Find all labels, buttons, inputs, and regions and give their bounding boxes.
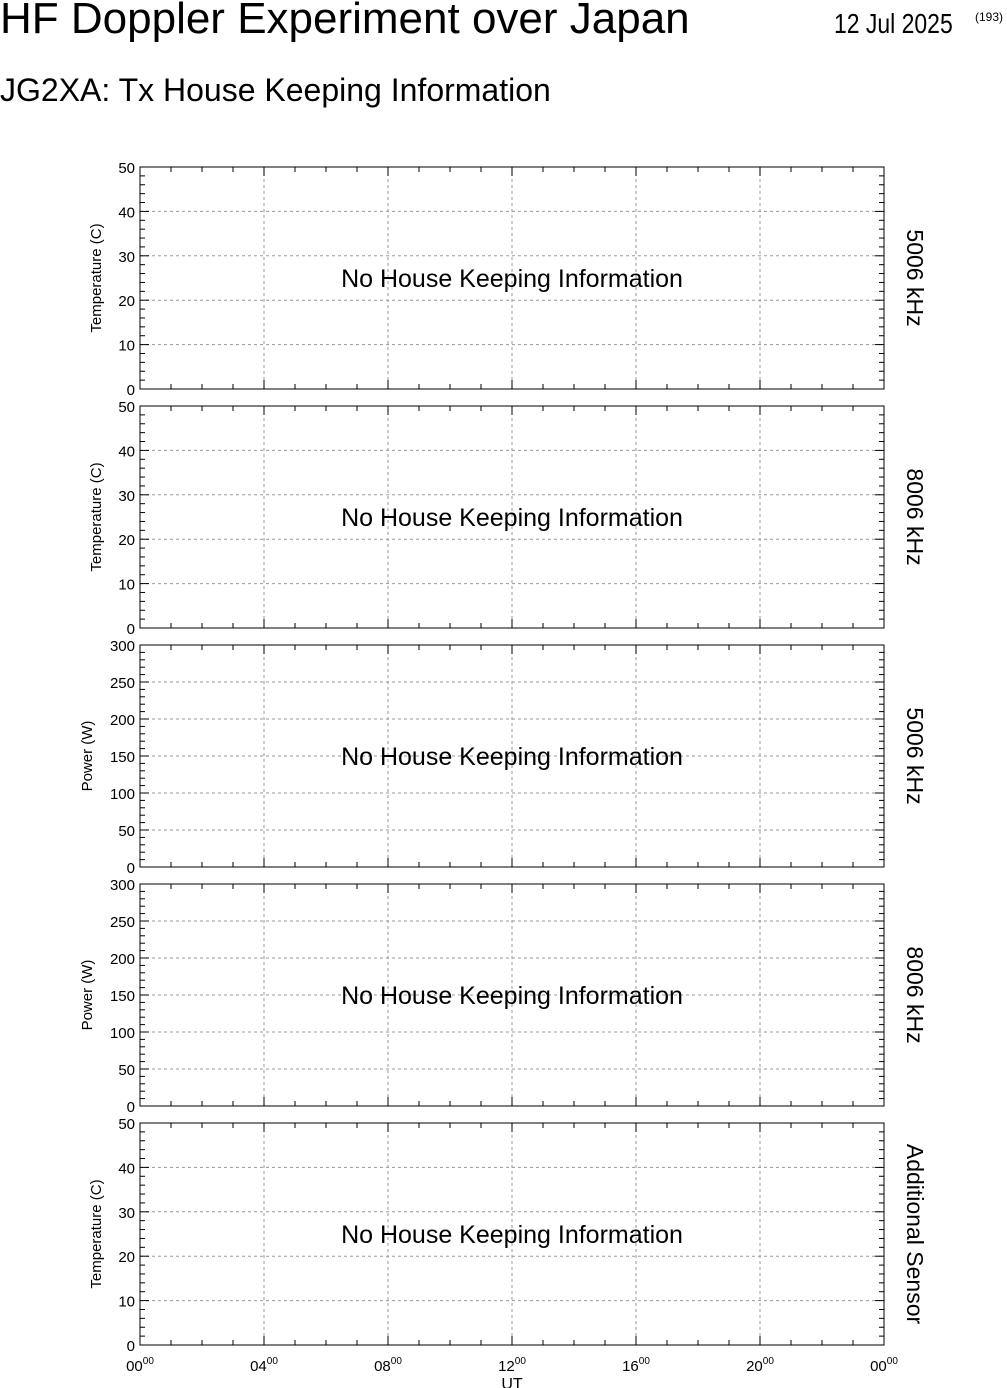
page-subtitle: JG2XA: Tx House Keeping Information [0,72,551,108]
side-label: 8006 kHz [902,946,928,1044]
y-axis-label: Temperature (C) [88,1179,105,1289]
side-label: 5006 kHz [902,229,928,327]
y-tick-label: 200 [109,712,135,729]
y-tick-label: 0 [126,860,135,877]
y-axis-label: Power (W) [79,720,96,792]
y-tick-label: 0 [126,1099,135,1116]
no-data-message: No House Keeping Information [341,982,683,1010]
x-axis-label: UT [501,1376,523,1388]
page-title: HF Doppler Experiment over Japan [0,0,690,43]
y-tick-label: 150 [109,749,135,766]
x-tick-label: $16^{00}$ [622,1356,650,1375]
y-axis-label: Temperature (C) [88,223,105,333]
y-tick-label: 50 [118,399,135,416]
y-tick-label: 100 [109,786,135,803]
y-tick-label: 50 [118,823,135,840]
y-tick-label: 200 [109,951,135,968]
side-label: 8006 kHz [902,468,928,566]
y-tick-label: 40 [118,443,135,461]
day-of-year-label: (193) [975,10,1004,24]
no-data-message: No House Keeping Information [341,265,683,293]
x-tick-label: $08^{00}$ [374,1356,402,1375]
y-tick-label: 0 [126,621,135,638]
y-tick-label: 100 [109,1025,135,1042]
x-tick-label: $00^{00}$ [126,1356,154,1375]
y-axis-label: Temperature (C) [88,462,105,572]
y-tick-label: 30 [118,248,135,266]
y-tick-label: 50 [118,160,135,177]
y-tick-label: 30 [118,487,135,505]
x-tick-label: $20^{00}$ [746,1356,774,1375]
no-data-message: No House Keeping Information [341,743,683,771]
side-label: 5006 kHz [902,707,928,805]
y-tick-label: 50 [118,1116,135,1133]
y-tick-label: 30 [118,1204,135,1222]
y-tick-label: 150 [109,988,135,1005]
y-tick-label: 300 [109,877,135,894]
y-tick-label: 250 [109,675,135,692]
y-tick-label: 20 [118,1249,135,1267]
y-tick-label: 10 [118,576,135,594]
x-tick-label: $12^{00}$ [498,1356,526,1375]
y-axis-label: Power (W) [79,959,96,1031]
y-tick-label: 40 [118,1160,135,1178]
y-tick-label: 20 [118,293,135,311]
y-tick-label: 10 [118,337,135,355]
side-label: Additional Sensor [902,1143,928,1325]
x-tick-label: $04^{00}$ [250,1356,278,1375]
no-data-message: No House Keeping Information [341,1221,683,1249]
y-tick-label: 40 [118,204,135,222]
y-tick-label: 0 [126,382,135,399]
x-tick-label: $00^{00}$ [870,1356,898,1375]
date-label: 12 Jul 2025 [834,8,953,39]
y-tick-label: 10 [118,1293,135,1311]
y-tick-label: 250 [109,914,135,931]
y-tick-label: 0 [126,1338,135,1355]
no-data-message: No House Keeping Information [341,504,683,532]
y-tick-label: 20 [118,532,135,550]
y-tick-label: 50 [118,1062,135,1079]
y-tick-label: 300 [109,638,135,655]
